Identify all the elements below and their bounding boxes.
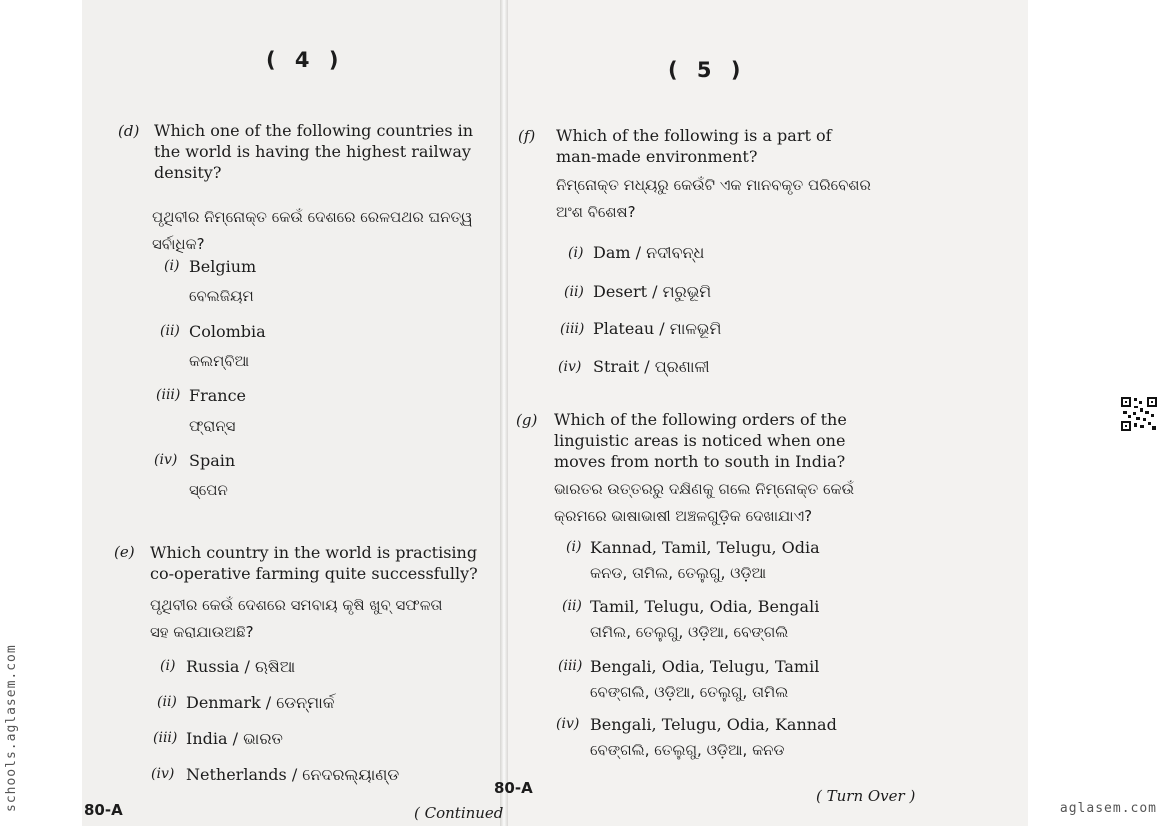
question-g-odia-line: ଭାରତର ଉତ୍ତରରୁ ଦକ୍ଷିଣକୁ ଗଲେ ନିମ୍ନୋକ୍ତ କେଉଁ <box>554 480 855 498</box>
question-e-line: co-operative farming quite successfully? <box>150 564 478 583</box>
option-english: Bengali, Odia, Telugu, Tamil <box>590 657 820 676</box>
question-f-text <box>556 125 832 167</box>
option-english: Tamil, Telugu, Odia, Bengali <box>590 597 820 616</box>
side-watermark: schools.aglasem.com <box>4 644 19 812</box>
option-label: (iv) <box>154 452 178 468</box>
question-f-odia-line: ନିମ୍ନୋକ୍ତ ମଧ୍ୟରୁ କେଉଁଟି ଏକ ମାନବକୃତ ପରିବେଶର <box>556 176 871 194</box>
option-text: Strait / ପ୍ରଣାଳୀ <box>593 357 710 376</box>
question-g-label: (g) <box>516 411 538 429</box>
option-english: Belgium <box>189 257 257 276</box>
question-e-odia <box>150 592 442 646</box>
question-d-line: Which one of the following countries in <box>154 121 474 140</box>
option-text: Denmark / ଡେନ୍‌ମାର୍କ <box>186 693 335 712</box>
option-label: (i) <box>160 658 176 674</box>
book-spine <box>500 0 508 826</box>
question-g-line: moves from north to south in India? <box>554 452 846 471</box>
question-f-line: Which of the following is a part of <box>556 126 832 145</box>
option-label: (ii) <box>160 323 180 339</box>
question-f-label: (f) <box>518 127 536 145</box>
question-g-odia-line: କ୍ରମରେ ଭାଷାଭାଷୀ ଅଞ୍ଚଳଗୁଡ଼ିକ ଦେଖାଯାଏ? <box>554 507 813 525</box>
option-text: Desert / ମରୁଭୂମି <box>593 282 712 301</box>
option-label: (iv) <box>556 716 580 732</box>
qr-code-icon <box>1120 396 1158 432</box>
option-label: (iii) <box>560 321 585 337</box>
question-g-odia <box>554 476 854 530</box>
option-odia: ତାମିଲ, ତେଲୁଗୁ, ଓଡ଼ିଆ, ବେଙ୍ଗଲି <box>590 623 789 641</box>
corner-watermark: aglasem.com <box>1059 801 1157 816</box>
question-d-line: density? <box>154 163 222 182</box>
right-footer-code: 80-A <box>494 779 533 797</box>
left-page-number: ( 4 ) <box>266 48 345 72</box>
question-e-line: Which country in the world is practising <box>150 543 478 562</box>
question-e-text <box>150 542 478 584</box>
turn-over-note: ( Turn Over ) <box>816 787 916 805</box>
option-label: (iii) <box>153 730 178 746</box>
question-f-odia-line: ଅଂଶ ବିଶେଷ? <box>556 203 636 221</box>
question-g-line: Which of the following orders of the <box>554 410 847 429</box>
option-label: (i) <box>568 245 584 261</box>
question-e-odia-line: ପୃଥିବୀର କେଉଁ ଦେଶରେ ସମବାୟ କୃଷି ଖୁବ୍ ସଫଳତା <box>150 596 443 614</box>
option-english: Spain <box>189 451 236 470</box>
question-d-odia-line: ପୃଥିବୀର ନିମ୍ନୋକ୍ତ କେଉଁ ଦେଶରେ ରେଳପଥର ଘନତ୍ୱ <box>152 208 473 226</box>
option-english: Colombia <box>189 322 266 341</box>
option-label: (ii) <box>562 598 582 614</box>
option-odia: ବେଙ୍ଗଲି, ଓଡ଼ିଆ, ତେଲୁଗୁ, ତାମିଲ <box>590 683 789 701</box>
right-page-number: ( 5 ) <box>668 58 747 82</box>
option-label: (i) <box>164 258 180 274</box>
question-d-odia <box>152 204 473 258</box>
question-f-odia <box>556 172 871 226</box>
question-d-odia-line: ସର୍ବାଧିକ? <box>152 235 205 253</box>
option-label: (iv) <box>151 766 175 782</box>
option-odia: ବେଲଜିୟମ <box>189 287 254 305</box>
option-odia: ବେଙ୍ଗଲି, ତେଲୁଗୁ, ଓଡ଼ିଆ, କନଡ <box>590 741 785 759</box>
continued-note: ( Continued <box>414 804 504 822</box>
option-label: (iii) <box>558 658 583 674</box>
option-odia: ସ୍ପେନ <box>189 481 228 499</box>
option-label: (ii) <box>157 694 177 710</box>
option-text: Russia / ଋଷିଆ <box>186 657 296 676</box>
option-text: Netherlands / ନେଦରଲ୍ୟାଣ୍ଡ <box>186 765 400 784</box>
option-english: Kannad, Tamil, Telugu, Odia <box>590 538 820 557</box>
question-d-label: (d) <box>118 122 140 140</box>
left-footer-code: 80-A <box>84 801 123 819</box>
option-label: (iii) <box>156 387 181 403</box>
option-odia: କନଡ, ତାମିଲ, ତେଲୁଗୁ, ଓଡ଼ିଆ <box>590 564 767 582</box>
question-g-text <box>554 409 847 472</box>
option-text: Plateau / ମାଳଭୂମି <box>593 319 722 338</box>
option-label: (iv) <box>558 359 582 375</box>
question-f-line: man-made environment? <box>556 147 758 166</box>
option-label: (ii) <box>564 284 584 300</box>
question-d-text <box>154 120 473 183</box>
question-e-odia-line: ସହ କରାଯାଉଅଛି? <box>150 623 254 641</box>
question-d-line: the world is having the highest railway <box>154 142 471 161</box>
option-english: Bengali, Telugu, Odia, Kannad <box>590 715 837 734</box>
option-english: France <box>189 386 247 405</box>
option-label: (i) <box>566 539 582 555</box>
option-text: Dam / ନଦୀବନ୍ଧ <box>593 243 705 262</box>
option-odia: କଲମ୍ବିଆ <box>189 352 250 370</box>
option-odia: ଫ୍ରାନ୍ସ <box>189 417 236 435</box>
question-g-line: linguistic areas is noticed when one <box>554 431 846 450</box>
option-text: India / ଭାରତ <box>186 729 283 748</box>
question-e-label: (e) <box>114 543 135 561</box>
